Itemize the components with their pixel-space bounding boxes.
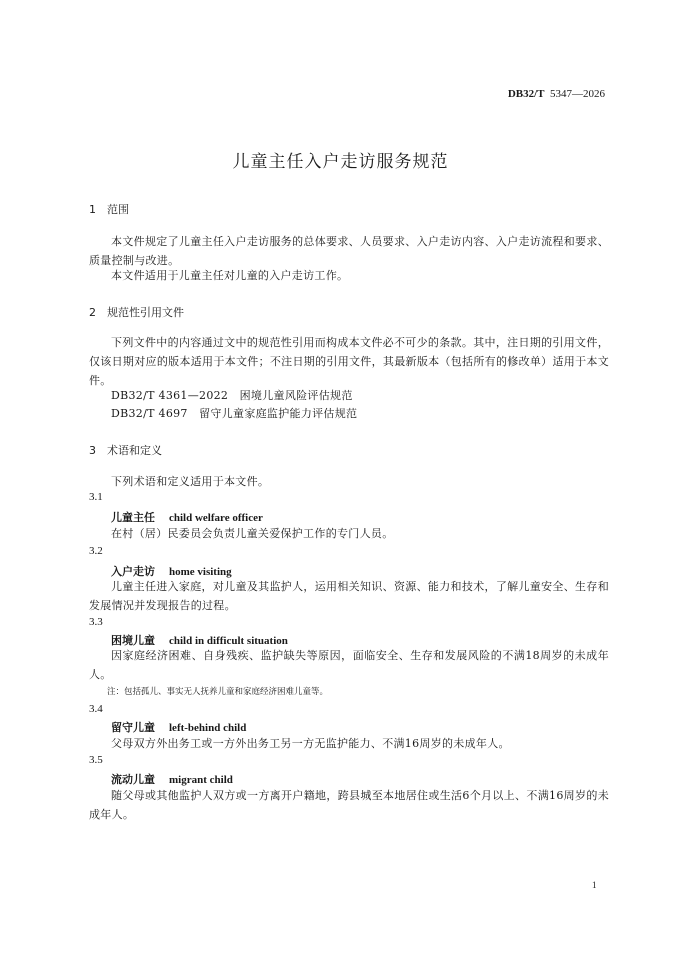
term-definition: 随父母或其他监护人双方或一方离开户籍地，跨县城至本地居住或生活6个月以上、不满16周岁的未成年人。 [89,789,609,821]
clause-number: 3.2 [89,545,103,557]
term-en: left-behind child [169,722,247,734]
term-definition: 父母双方外出务工或一方外出务工另一方无监护能力、不满16周岁的未成年人。 [111,737,510,750]
term-note: 注：包括孤儿、事实无人抚养儿童和家庭经济困难儿童等。 [107,687,329,697]
section-number: 1 [89,203,96,216]
term-zh: 留守儿童 [111,721,155,734]
term-heading [111,719,246,735]
document-title: 儿童主任入户走访服务规范 [232,152,449,172]
reference-name: 困境儿童风险评估规范 [239,389,353,402]
paragraph: 下列术语和定义适用于本文件。 [111,475,270,488]
term-heading [111,509,263,525]
section-title: 规范性引用文件 [107,306,184,319]
reference-item [111,405,357,421]
term-definition: 儿童主任进入家庭，对儿童及其监护人，运用相关知识、资源、能力和技术，了解儿童安全、生存和发展情况并发现报告的过程。 [89,580,609,612]
section-number: 2 [89,306,96,319]
term-zh: 流动儿童 [111,773,155,786]
reference-code: DB32/T 4697 [111,407,188,420]
section-heading-normative-references [89,304,184,320]
clause-number: 3.4 [89,703,103,715]
term-definition: 因家庭经济困难、自身残疾、监护缺失等原因，面临安全、生存和发展风险的不满18周岁的未成年人。 [89,649,609,681]
term-en: home visiting [169,566,232,578]
section-heading-scope [89,201,129,217]
term-heading [111,771,233,787]
reference-code: DB32/T 4361—2022 [111,389,229,402]
term-en: child welfare officer [169,512,263,524]
section-title: 范围 [107,203,129,216]
term-en: migrant child [169,774,233,786]
clause-number: 3.1 [89,491,103,503]
section-number: 3 [89,444,96,457]
section-title: 术语和定义 [107,444,162,457]
standard-code [508,88,605,100]
standard-code-number: 5347—2026 [550,88,605,100]
reference-name: 留守儿童家庭监护能力评估规范 [199,407,358,420]
clause-number: 3.3 [89,616,103,628]
term-en: child in difficult situation [169,635,288,647]
paragraph: 下列文件中的内容通过文中的规范性引用而构成本文件必不可少的条款。其中，注日期的引用文件，仅该日期对应的版本适用于本文件；不注日期的引用文件，其最新版本（包括所有的修改单）适用于本文件。 [89,336,609,387]
standard-code-prefix: DB32/T [507,88,545,100]
term-zh: 入户走访 [111,565,155,578]
reference-item [111,387,353,403]
term-zh: 困境儿童 [111,634,155,647]
page-number: 1 [592,880,597,890]
paragraph: 本文件规定了儿童主任入户走访服务的总体要求、人员要求、入户走访内容、入户走访流程和要求、质量控制与改进。 [89,235,609,267]
paragraph: 本文件适用于儿童主任对儿童的入户走访工作。 [111,269,349,282]
clause-number: 3.5 [89,754,103,766]
term-definition: 在村（居）民委员会负责儿童关爱保护工作的专门人员。 [111,527,394,540]
term-zh: 儿童主任 [111,511,155,524]
section-heading-terms [89,442,162,458]
